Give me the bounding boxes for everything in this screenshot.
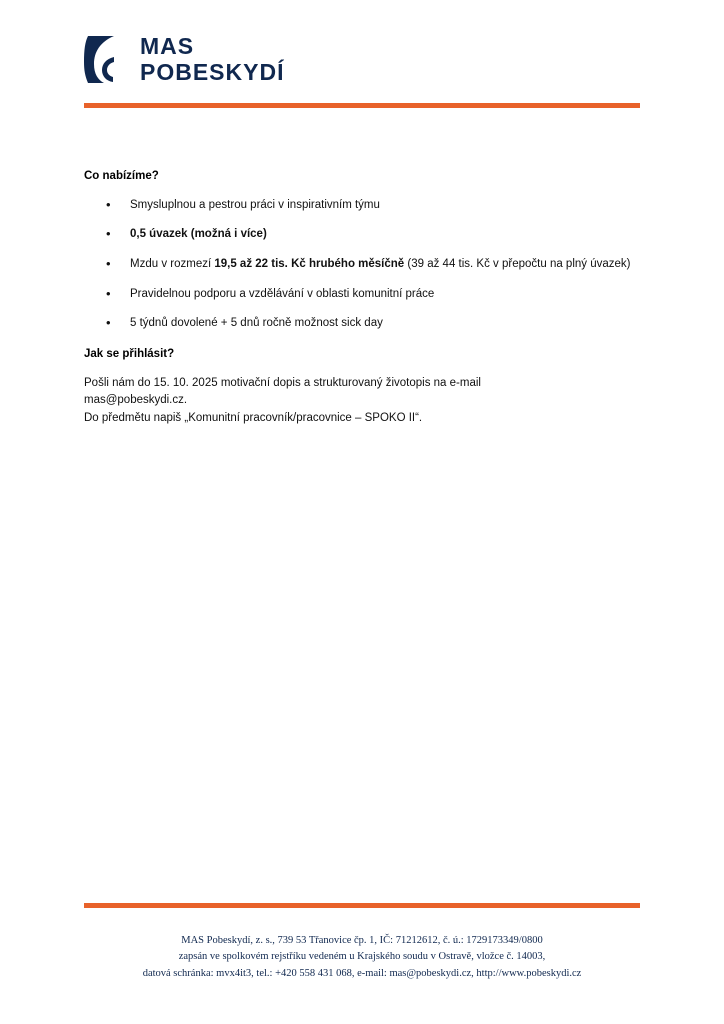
list-item-bold: 19,5 až 22 tis. Kč hrubého měsíčně xyxy=(214,258,405,271)
apply-heading: Jak se přihlásit? xyxy=(84,348,175,361)
brand-line-2: POBESKYDÍ xyxy=(140,58,285,85)
brand-logo xyxy=(84,28,640,90)
footer-line-3: datová schránka: mvx4it3, tel.: +420 558 431 068, e-mail: mas@pobeskydi.cz, http://www.pobeskydi.cz xyxy=(142,967,582,979)
list-item xyxy=(84,197,644,214)
document-footer xyxy=(84,933,640,982)
mas-pobeskydi-logo-icon xyxy=(84,34,130,84)
apply-text-line-3: Do předmětu napiš „Komunitní pracovník/pracovnice – SPOKO II“. xyxy=(84,411,423,424)
document-body xyxy=(84,168,644,427)
header-divider xyxy=(84,103,640,108)
list-item-suffix: (39 až 44 tis. Kč v přepočtu na plný úvazek) xyxy=(404,258,631,271)
list-item xyxy=(84,286,644,303)
apply-text-line-1: Pošli nám do 15. 10. 2025 motivační dopis a strukturovaný životopis na e-mail xyxy=(84,376,481,389)
footer-divider xyxy=(84,903,640,908)
document-header xyxy=(84,28,640,100)
list-item xyxy=(84,256,644,273)
list-item xyxy=(84,226,644,243)
list-item-text: 5 týdnů dovolené + 5 dnů ročně možnost sick day xyxy=(130,317,383,330)
footer-line-1: MAS Pobeskydí, z. s., 739 53 Třanovice čp. 1, IČ: 71212612, č. ú.: 1729173349/0800 xyxy=(181,935,543,946)
list-item-bold: 0,5 úvazek (možná i více) xyxy=(130,228,267,241)
footer-line-2: zapsán ve spolkovém rejstříku vedeném u Krajského soudu v Ostravě, vložce č. 14003, xyxy=(178,951,546,963)
apply-text-line-2: mas@pobeskydi.cz. xyxy=(84,394,188,407)
offer-list xyxy=(84,197,644,332)
list-item-text: Smysluplnou a pestrou práci v inspirativním týmu xyxy=(130,198,380,211)
list-item xyxy=(84,315,644,332)
list-item-prefix: Mzdu v rozmezí xyxy=(130,258,215,271)
list-item-text: Pravidelnou podporu a vzdělávání v oblasti komunitní práce xyxy=(130,287,435,300)
offer-heading: Co nabízíme? xyxy=(84,170,159,182)
brand-line-1: MAS xyxy=(140,32,195,59)
brand-wordmark xyxy=(140,32,285,85)
